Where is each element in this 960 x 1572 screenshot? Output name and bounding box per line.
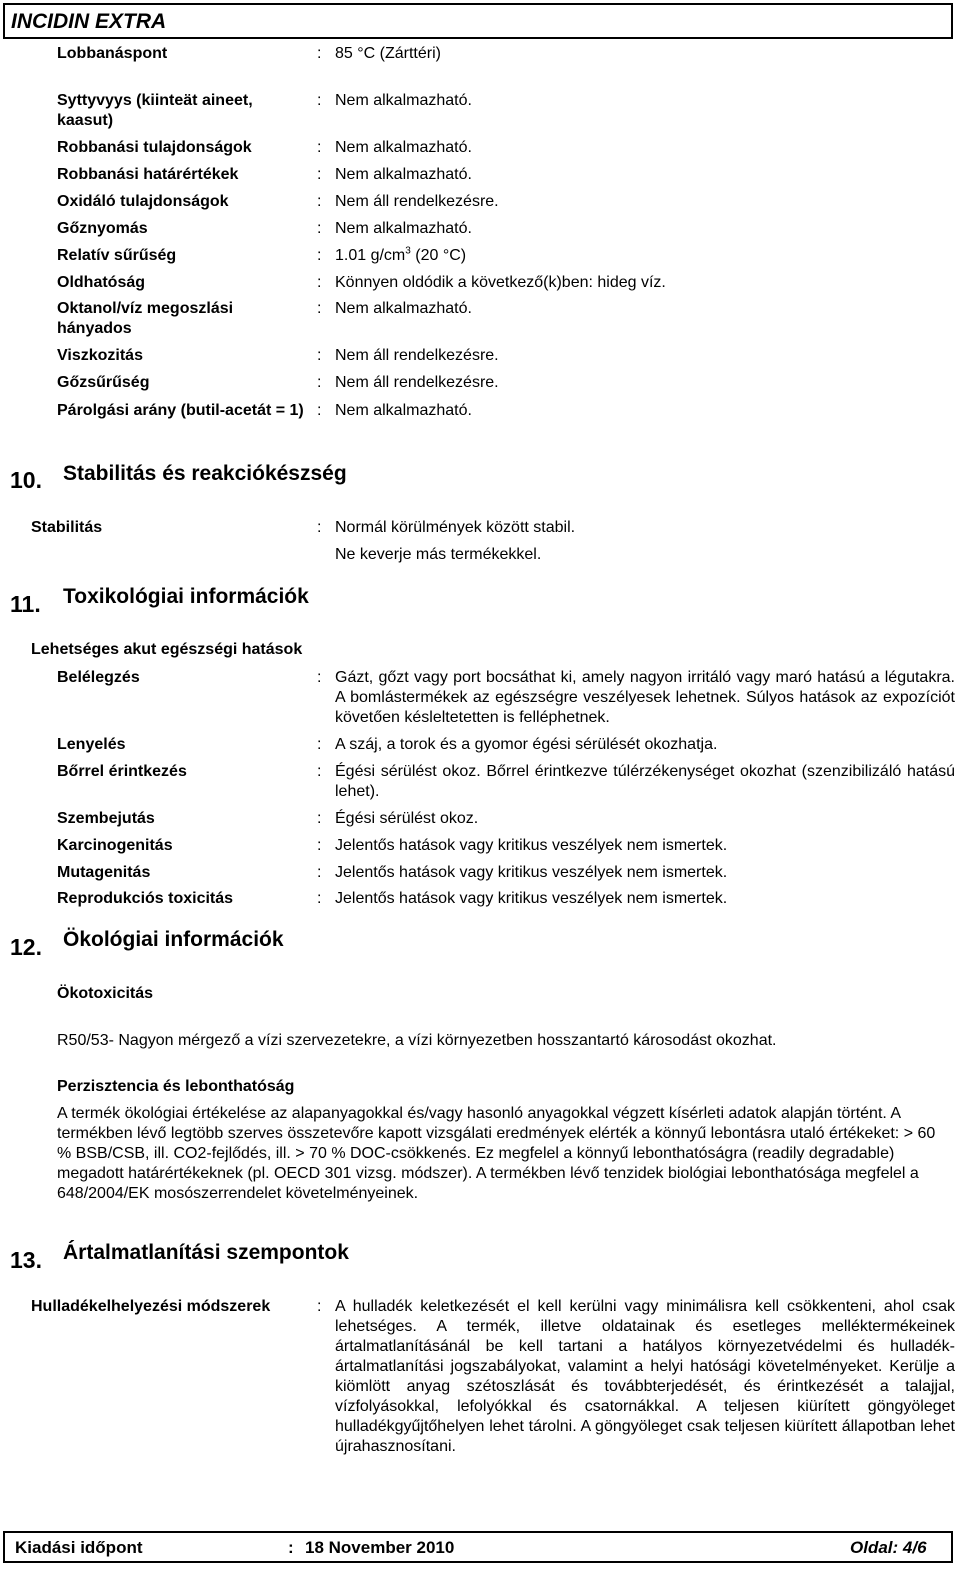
tox-colon: : xyxy=(317,864,322,881)
property-colon: : xyxy=(317,220,322,237)
property-colon: : xyxy=(317,45,322,62)
issue-date-value: 18 November 2010 xyxy=(305,1538,455,1557)
issue-date-colon: : xyxy=(288,1538,294,1557)
property-colon: : xyxy=(317,193,322,210)
property-label: Robbanási tulajdonságok xyxy=(57,139,252,156)
property-value: 85 °C (Zárttéri) xyxy=(335,45,441,62)
tox-colon: : xyxy=(317,890,322,907)
tox-colon: : xyxy=(317,669,322,686)
section-number: 11. xyxy=(10,591,41,617)
tox-colon: : xyxy=(317,810,322,827)
tox-value: Jelentős hatások vagy kritikus veszélyek nem ismertek. xyxy=(335,864,728,881)
property-value: Nem alkalmazható. xyxy=(335,220,472,237)
property-label: Viszkozitás xyxy=(57,347,143,364)
section-number: 13. xyxy=(10,1247,42,1273)
disposal-label: Hulladékelhelyezési módszerek xyxy=(31,1298,271,1315)
tox-label: Reprodukciós toxicitás xyxy=(57,890,234,907)
tox-label: Bőrrel érintkezés xyxy=(57,763,187,780)
property-value: Nem áll rendelkezésre. xyxy=(335,374,499,391)
property-value: Nem alkalmazható. xyxy=(335,92,472,109)
property-colon: : xyxy=(317,139,322,156)
property-colon: : xyxy=(317,300,322,317)
density-unit-exponent: 3 xyxy=(405,245,411,257)
property-label: Oktanol/víz megoszlási hányados xyxy=(57,300,234,337)
tox-colon: : xyxy=(317,763,322,780)
tox-value: Jelentős hatások vagy kritikus veszélyek nem ismertek. xyxy=(335,890,728,907)
property-colon: : xyxy=(317,402,322,419)
property-value: Nem alkalmazható. xyxy=(335,166,472,183)
acute-effects-heading: Lehetséges akut egészségi hatások xyxy=(31,641,303,658)
property-label: Gőzsűrűség xyxy=(57,374,150,391)
stability-note: Ne keverje más termékekkel. xyxy=(335,546,542,563)
tox-label: Karcinogenitás xyxy=(57,837,173,854)
tox-label: Lenyelés xyxy=(57,736,126,753)
property-colon: : xyxy=(317,347,322,364)
tox-value: Gázt, gőzt vagy port bocsáthat ki, amely nagyon irritáló vagy maró hatású a légutakra. A bomlástermékek az egészségre veszélyesek lehetnek. Súlyos hatások az expozíciót követően késleltetetten is felléphetnek. xyxy=(335,669,955,726)
disposal-text: A hulladék keletkezését el kell kerülni vagy minimálisra kell csökkenteni, ahol csak lehetséges. A termék, illetve oldatainak és esetleges melléktermékeinek ártalmatlanításánál be kell tartani a hatályos környezetvédelmi és hulladék-ártalmatlanítási jogszabályokat, valamint a helyi hatósági követelményeket. Kerülje a kiömlött anyag szétoszlását és továbbterjedését, és érintkezését a talajjal, vízfolyásokkal, lefolyókkal és csatornákkal. A teljesen kiürített göngyöleget hulladékgyűjtőhelyen lehet tárolni. A göngyöleget csak teljesen kiürített állapotban lehet újrahasznosítani. xyxy=(335,1298,955,1455)
tox-label: Belélegzés xyxy=(57,669,140,686)
section-title: Toxikológiai információk xyxy=(63,585,309,608)
property-value: Nem áll rendelkezésre. xyxy=(335,193,499,210)
section-title: Stabilitás és reakciókészség xyxy=(63,462,347,485)
property-colon: : xyxy=(317,374,322,391)
property-value: Nem alkalmazható. xyxy=(335,300,472,317)
property-label: Lobbanáspont xyxy=(57,45,168,62)
property-value: Nem alkalmazható. xyxy=(335,139,472,156)
property-colon: : xyxy=(317,274,322,291)
stability-label: Stabilitás xyxy=(31,519,103,536)
tox-colon: : xyxy=(317,837,322,854)
property-value: Nem áll rendelkezésre. xyxy=(335,347,499,364)
product-title: INCIDIN EXTRA xyxy=(11,10,167,33)
section-number: 12. xyxy=(10,934,42,960)
document-header xyxy=(3,3,953,39)
persistence-label: Perzisztencia és lebonthatóság xyxy=(57,1078,295,1095)
section-title: Ökológiai információk xyxy=(63,928,284,951)
page-number: Oldal: 4/6 xyxy=(850,1538,927,1557)
ecotoxicity-text: R50/53- Nagyon mérgező a vízi szervezetekre, a vízi környezetben hosszantartó károsodást okozhat. xyxy=(57,1032,777,1049)
property-label: Robbanási határértékek xyxy=(57,166,239,183)
stability-colon: : xyxy=(317,519,322,536)
disposal-colon: : xyxy=(317,1298,322,1315)
tox-value: Égési sérülést okoz. Bőrrel érintkezve túlérzékenységet okozhat (szenzibilizáló hatású lehet). xyxy=(335,763,955,800)
property-colon: : xyxy=(317,166,322,183)
property-colon: : xyxy=(317,247,322,264)
issue-date-label: Kiadási időpont xyxy=(15,1538,143,1557)
persistence-text: A termék ökológiai értékelése az alapanyagokkal és/vagy hasonló anyagokkal végzett kísérleti adatok alapján történt. A termékben lévő legtöbb szerves összetevőre kapott vizsgálati eredmények elérték a könnyű lebontásra utaló értékeket: > 60 % BSB/CSB, ill. CO2-fejlődés, ill. > 70 % DOC-csökkenés. Ez megfelel a könnyű lebonthatóságra (readily degradable) megadott határértékeknek (pl. OECD 301 vizsg. módszer). A termékben lévő tenzidek biológiai lebonthatósága megfelel a 648/2004/EK mosószerrendelet követelményeinek. xyxy=(57,1105,936,1202)
property-label: Párolgási arány (butil-acetát = 1) xyxy=(57,402,304,419)
property-label: Syttyvyys (kiinteät aineet, kaasut) xyxy=(57,92,253,129)
stability-value: Normál körülmények között stabil. xyxy=(335,519,576,536)
section-number: 10. xyxy=(10,467,42,493)
property-value: Könnyen oldódik a következő(k)ben: hideg víz. xyxy=(335,274,666,291)
property-label: Oldhatóság xyxy=(57,274,146,291)
tox-label: Mutagenitás xyxy=(57,864,151,881)
property-label: Oxidáló tulajdonságok xyxy=(57,193,229,210)
tox-value: Jelentős hatások vagy kritikus veszélyek nem ismertek. xyxy=(335,837,728,854)
tox-value: Égési sérülést okoz. xyxy=(335,810,479,827)
density-value: 1.01 g/cm xyxy=(335,247,406,264)
property-colon: : xyxy=(317,92,322,109)
tox-value: A száj, a torok és a gyomor égési sérülését okozhatja. xyxy=(335,736,718,753)
density-temperature: (20 °C) xyxy=(410,247,467,264)
property-value: Nem alkalmazható. xyxy=(335,402,472,419)
tox-label: Szembejutás xyxy=(57,810,155,827)
property-label: Relatív sűrűség xyxy=(57,247,177,264)
ecotoxicity-label: Ökotoxicitás xyxy=(57,985,154,1002)
document-footer xyxy=(3,1531,953,1563)
property-label: Gőznyomás xyxy=(57,220,148,237)
tox-colon: : xyxy=(317,736,322,753)
section-title: Ártalmatlanítási szempontok xyxy=(63,1241,349,1264)
property-value xyxy=(335,246,466,266)
